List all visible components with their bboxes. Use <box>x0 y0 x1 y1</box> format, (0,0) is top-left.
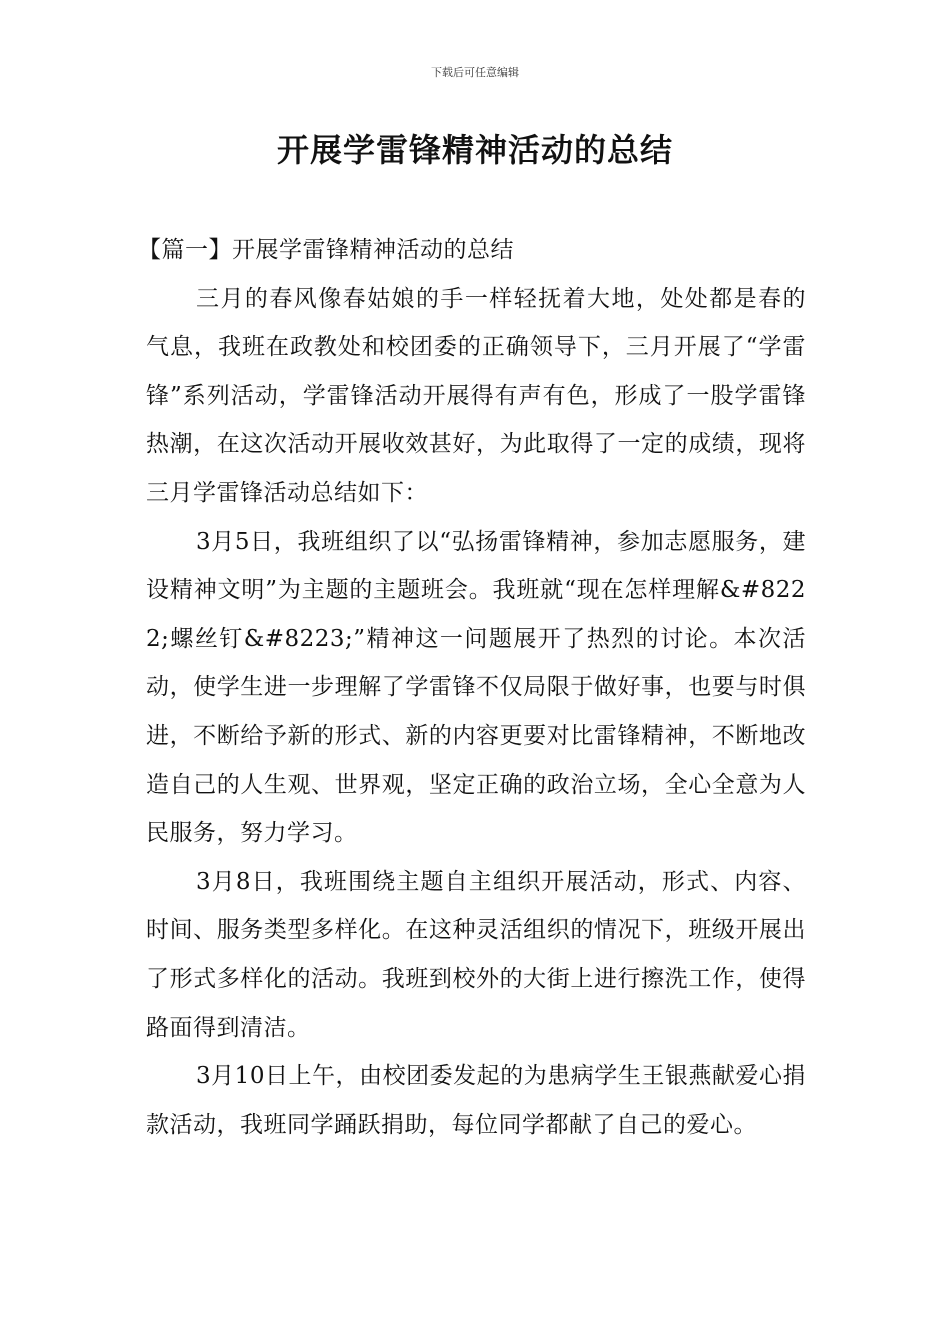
section-heading: 【篇一】开展学雷锋精神活动的总结 <box>138 237 514 263</box>
document-body <box>138 226 806 1149</box>
paragraph-march-10: 3月10日上午，由校团委发起的为患病学生王银燕献爱心捐款活动，我班同学踊跃捐助，每位同学都献了自己的爱心。 <box>146 1063 806 1138</box>
paragraph-march-8: 3月8日，我班围绕主题自主组织开展活动，形式、内容、时间、服务类型多样化。在这种灵活组织的情况下，班级开展出了形式多样化的活动。我班到校外的大街上进行擦洗工作，使得路面得到清洁。 <box>146 868 806 1041</box>
paragraph-intro: 三月的春风像春姑娘的手一样轻抚着大地，处处都是春的气息，我班在政教处和校团委的正确领导下，三月开展了“学雷锋”系列活动，学雷锋活动开展得有声有色，形成了一股学雷锋热潮，在这次活动开展收效甚好，为此取得了一定的成绩，现将三月学雷锋活动总结如下： <box>146 285 806 506</box>
document-title: 开展学雷锋精神活动的总结 <box>276 131 673 169</box>
header-note: 下载后可任意编辑 <box>431 66 519 79</box>
paragraph-march-5: 3月5日，我班组织了以“弘扬雷锋精神，参加志愿服务，建设精神文明”为主题的主题班会。我班就“现在怎样理解&#8222;螺丝钉&#8223;”精神这一问题展开了热烈的讨论。本次活动，使学生进一步理解了学雷锋不仅局限于做好事，也要与时俱进，不断给予新的形式、新的内容更要对比雷锋精神，不断地改造自己的人生观、世界观，坚定正确的政治立场，全心全意为人民服务，努力学习。 <box>146 528 806 847</box>
